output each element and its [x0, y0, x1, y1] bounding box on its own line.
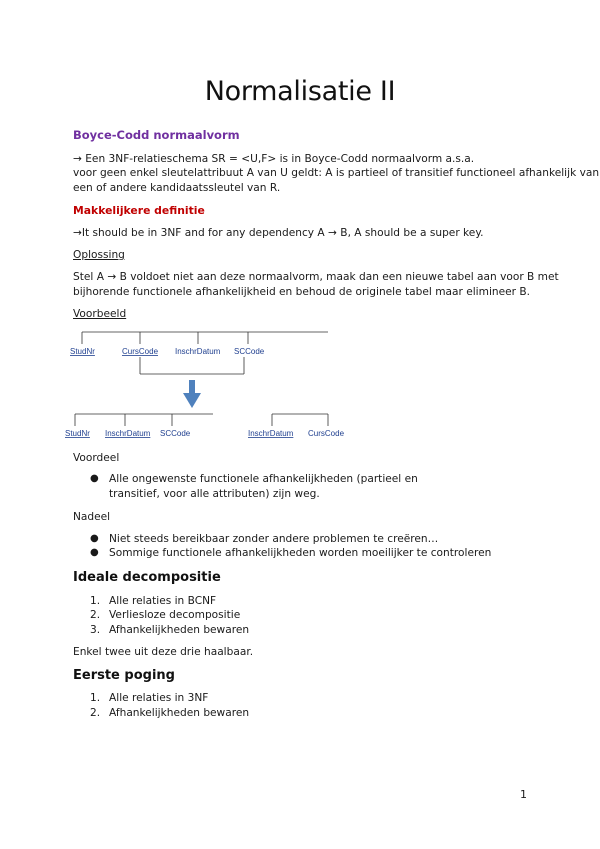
advantage-item-line-1: Alle ongewenste functionele afhankelijkheden (partieel en	[109, 473, 418, 485]
ideal-note: Enkel twee uit deze drie haalbaar.	[73, 646, 254, 658]
bullet-icon: ●	[90, 533, 99, 544]
ideal-item-1: Alle relaties in BCNF	[109, 595, 217, 607]
bcnf-line-3: een of andere kandidaatssleutel van R.	[73, 182, 281, 194]
disadvantage-heading: Nadeel	[73, 511, 111, 523]
easier-definition-text: →It should be in 3NF and for any dependency A → B, A should be a super key.	[73, 227, 484, 239]
left-field-inschrdatum: InschrDatum	[105, 429, 151, 438]
ideal-item-3: Afhankelijkheden bewaren	[109, 624, 250, 636]
list-number: 1.	[90, 692, 101, 704]
list-number: 1.	[90, 595, 101, 607]
solution-line-1: Stel A → B voldoet niet aan deze normaalvorm, maak dan een nieuwe tabel aan voor B met	[73, 271, 559, 283]
list-number: 3.	[90, 624, 101, 636]
field-studnr: StudNr	[70, 347, 95, 356]
page-title: Normalisatie II	[204, 76, 396, 107]
advantage-item-line-2: transitief, voor alle attributen) zijn weg.	[109, 488, 320, 500]
field-inschrdatum: InschrDatum	[175, 347, 221, 356]
bullet-icon: ●	[90, 547, 99, 558]
bcnf-heading: Boyce-Codd normaalvorm	[73, 128, 240, 142]
example-heading: Voorbeeld	[73, 308, 127, 320]
ideal-heading: Ideale decompositie	[73, 570, 221, 585]
advantage-heading: Voordeel	[73, 452, 120, 464]
bullet-icon: ●	[90, 473, 99, 484]
first-try-item-1: Alle relaties in 3NF	[109, 692, 209, 704]
ideal-item-2: Verliesloze decompositie	[109, 609, 241, 621]
solution-heading: Oplossing	[73, 249, 125, 261]
bcnf-line-2: voor geen enkel sleutelattribuut A van U geldt: A is partieel of transitief functioneel afhankelijk van	[73, 167, 600, 179]
field-sccode: SCCode	[234, 347, 265, 356]
page-number: 1	[520, 788, 527, 801]
easier-definition-heading: Makkelijkere definitie	[73, 204, 205, 217]
left-field-sccode: SCCode	[160, 429, 191, 438]
disadvantage-item-2: Sommige functionele afhankelijkheden worden moeilijker te controleren	[109, 547, 492, 559]
list-number: 2.	[90, 609, 101, 621]
decomposition-diagram	[60, 322, 380, 444]
first-try-item-2: Afhankelijkheden bewaren	[109, 707, 250, 719]
down-arrow-icon	[183, 380, 201, 408]
field-curscode: CursCode	[122, 347, 159, 356]
right-field-inschrdatum: InschrDatum	[248, 429, 294, 438]
bcnf-line-1: → Een 3NF-relatieschema SR = <U,F> is in Boyce-Codd normaalvorm a.s.a.	[73, 153, 475, 165]
first-try-heading: Eerste poging	[73, 668, 175, 683]
list-number: 2.	[90, 707, 101, 719]
left-field-studnr: StudNr	[65, 429, 90, 438]
disadvantage-item-1: Niet steeds bereikbaar zonder andere problemen te creëren…	[109, 533, 439, 545]
right-field-curscode: CursCode	[308, 429, 345, 438]
solution-line-2: bijhorende functionele afhankelijkheid en behoud de originele tabel maar elimineer B.	[73, 286, 530, 298]
